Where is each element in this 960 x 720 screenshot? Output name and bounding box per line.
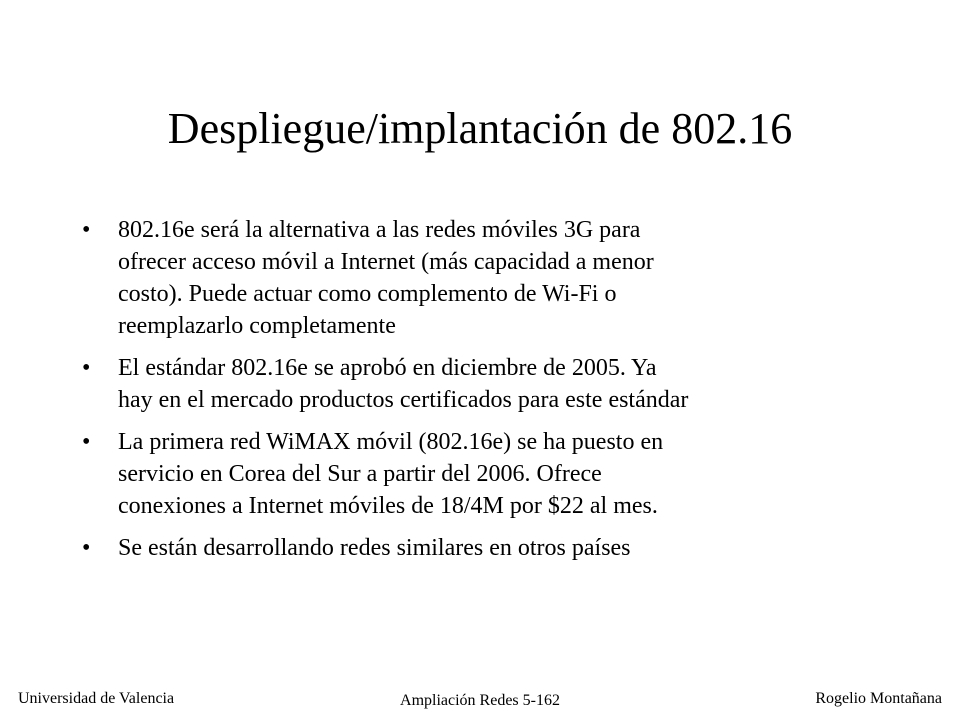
- bullet-icon: •: [82, 429, 91, 455]
- bullet-item: [82, 352, 882, 416]
- bullet-text-line: costo). Puede actuar como complemento de Wi-Fi o: [118, 281, 617, 307]
- bullet-text-line: 802.16e será la alternativa a las redes móviles 3G para: [118, 217, 641, 243]
- bullet-text-line: hay en el mercado productos certificados para este estándar: [118, 387, 689, 413]
- bullet-text-line: reemplazarlo completamente: [118, 313, 396, 339]
- bullet-text-line: El estándar 802.16e se aprobó en diciembre de 2005. Ya: [118, 355, 657, 381]
- bullet-item: [82, 426, 882, 522]
- footer-author: Rogelio Montañana: [815, 690, 942, 707]
- bullet-list: [82, 214, 882, 574]
- bullet-text-line: ofrecer acceso móvil a Internet (más capacidad a menor: [118, 249, 654, 275]
- bullet-text-line: Se están desarrollando redes similares en otros países: [118, 535, 631, 561]
- bullet-item: [82, 532, 882, 564]
- bullet-text-line: conexiones a Internet móviles de 18/4M por $22 al mes.: [118, 493, 658, 519]
- bullet-text-line: servicio en Corea del Sur a partir del 2006. Ofrece: [118, 461, 602, 487]
- bullet-icon: •: [82, 217, 91, 243]
- footer-course-page: Ampliación Redes 5-162: [400, 692, 560, 709]
- bullet-icon: •: [82, 355, 91, 381]
- slide-title: Despliegue/implantación de 802.16: [167, 104, 793, 153]
- bullet-icon: •: [82, 535, 91, 561]
- bullet-text-line: La primera red WiMAX móvil (802.16e) se ha puesto en: [118, 429, 664, 455]
- bullet-item: [82, 214, 882, 342]
- footer-university: Universidad de Valencia: [18, 690, 175, 707]
